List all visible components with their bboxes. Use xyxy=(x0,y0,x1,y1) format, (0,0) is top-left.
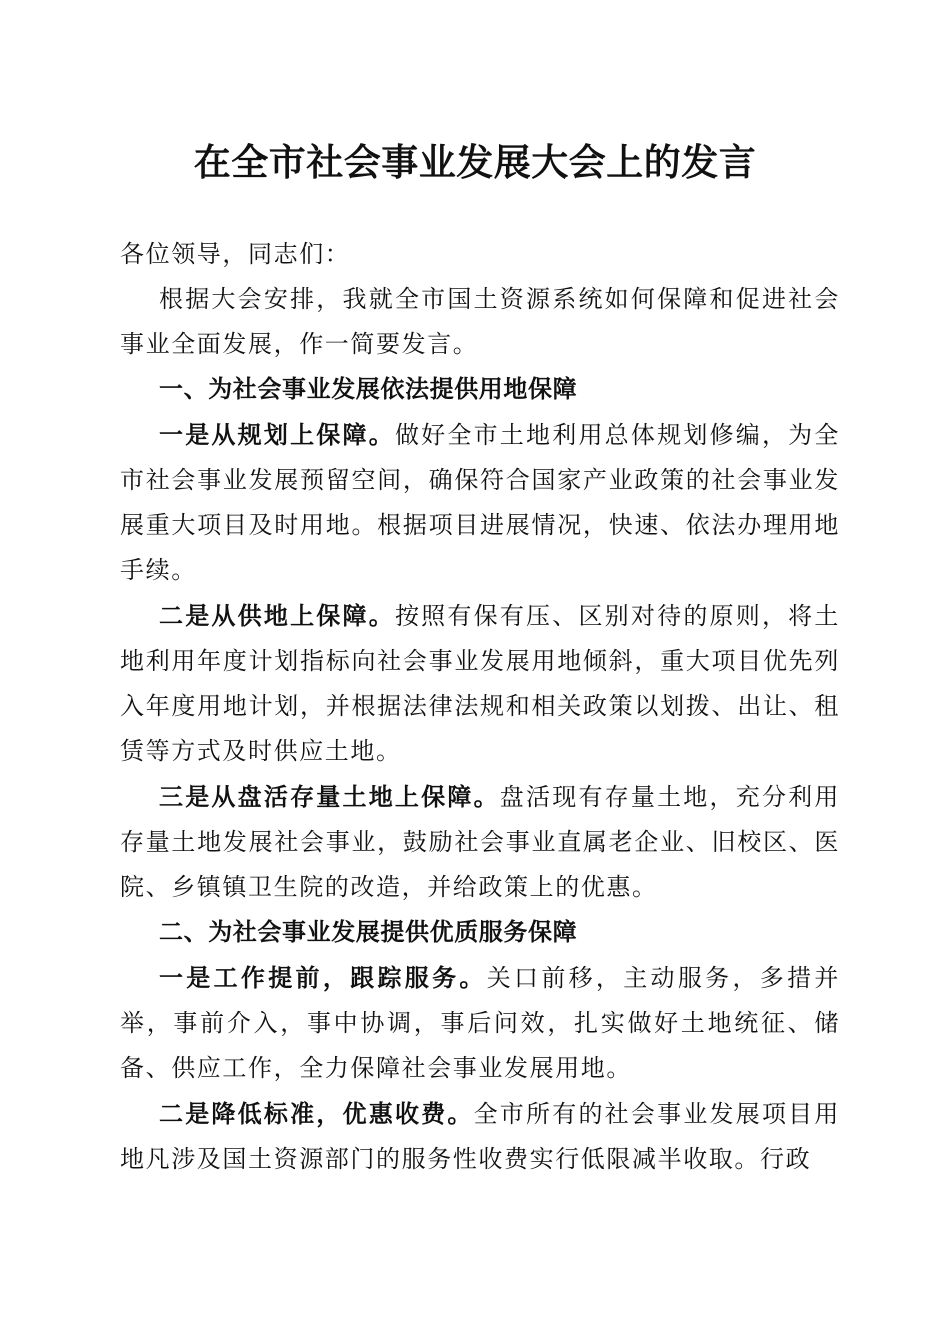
paragraph-lead: 二是从供地上保障。 xyxy=(159,601,395,630)
salutation: 各位领导，同志们： xyxy=(120,240,351,268)
paragraph-text: 关口前移，主动服务，多措并举，事前介入，事中协调，事后问效，扎实做好土地统征、储备、供应工作，全力保障社会事业发展用地。 xyxy=(120,964,840,1082)
paragraph-text: 按照有保有压、区别对待的原则，将土地利用年度计划指标向社会事业发展用地倾斜，重大项目优先列入年度用地计划，并根据法律法规和相关政策以划拨、出让、租赁等方式及时供应土地。 xyxy=(120,602,841,765)
paragraph-text: 做好全市土地利用总体规划修编，为全市社会事业发展预留空间，确保符合国家产业政策的社会事业发展重大项目及时用地。根据项目进展情况，快速、依法办理用地手续。 xyxy=(120,421,841,584)
paragraph-lead: 三是从盘活存量土地上保障。 xyxy=(159,782,500,811)
section-heading-1: 一、为社会事业发展依法提供用地保障 xyxy=(159,375,578,403)
paragraph-land-supply xyxy=(120,593,840,774)
paragraph-lead: 一是工作提前，跟踪服务。 xyxy=(159,963,487,992)
paragraph-existing-land xyxy=(120,774,840,910)
paragraph-planning xyxy=(120,412,840,593)
document-title: 在全市社会事业发展大会上的发言 xyxy=(193,140,757,184)
document-body xyxy=(120,232,840,1182)
paragraph-lead: 一是从规划上保障。 xyxy=(159,420,395,449)
section-heading-2: 二、为社会事业发展提供优质服务保障 xyxy=(159,918,578,946)
paragraph-text: 全市所有的社会事业发展项目用地凡涉及国土资源部门的服务性收费实行低限减半收取。行政 xyxy=(120,1100,840,1173)
paragraph-early-service xyxy=(120,955,840,1091)
paragraph-text: 盘活现有存量土地，充分利用存量土地发展社会事业，鼓励社会事业直属老企业、旧校区、医院、乡镇镇卫生院的改造，并给政策上的优惠。 xyxy=(120,783,840,901)
paragraph-fee-reduction xyxy=(120,1091,840,1182)
intro-paragraph: 根据大会安排，我就全市国土资源系统如何保障和促进社会事业全面发展，作一简要发言。 xyxy=(120,285,840,358)
paragraph-lead: 二是降低标准，优惠收费。 xyxy=(159,1099,474,1128)
